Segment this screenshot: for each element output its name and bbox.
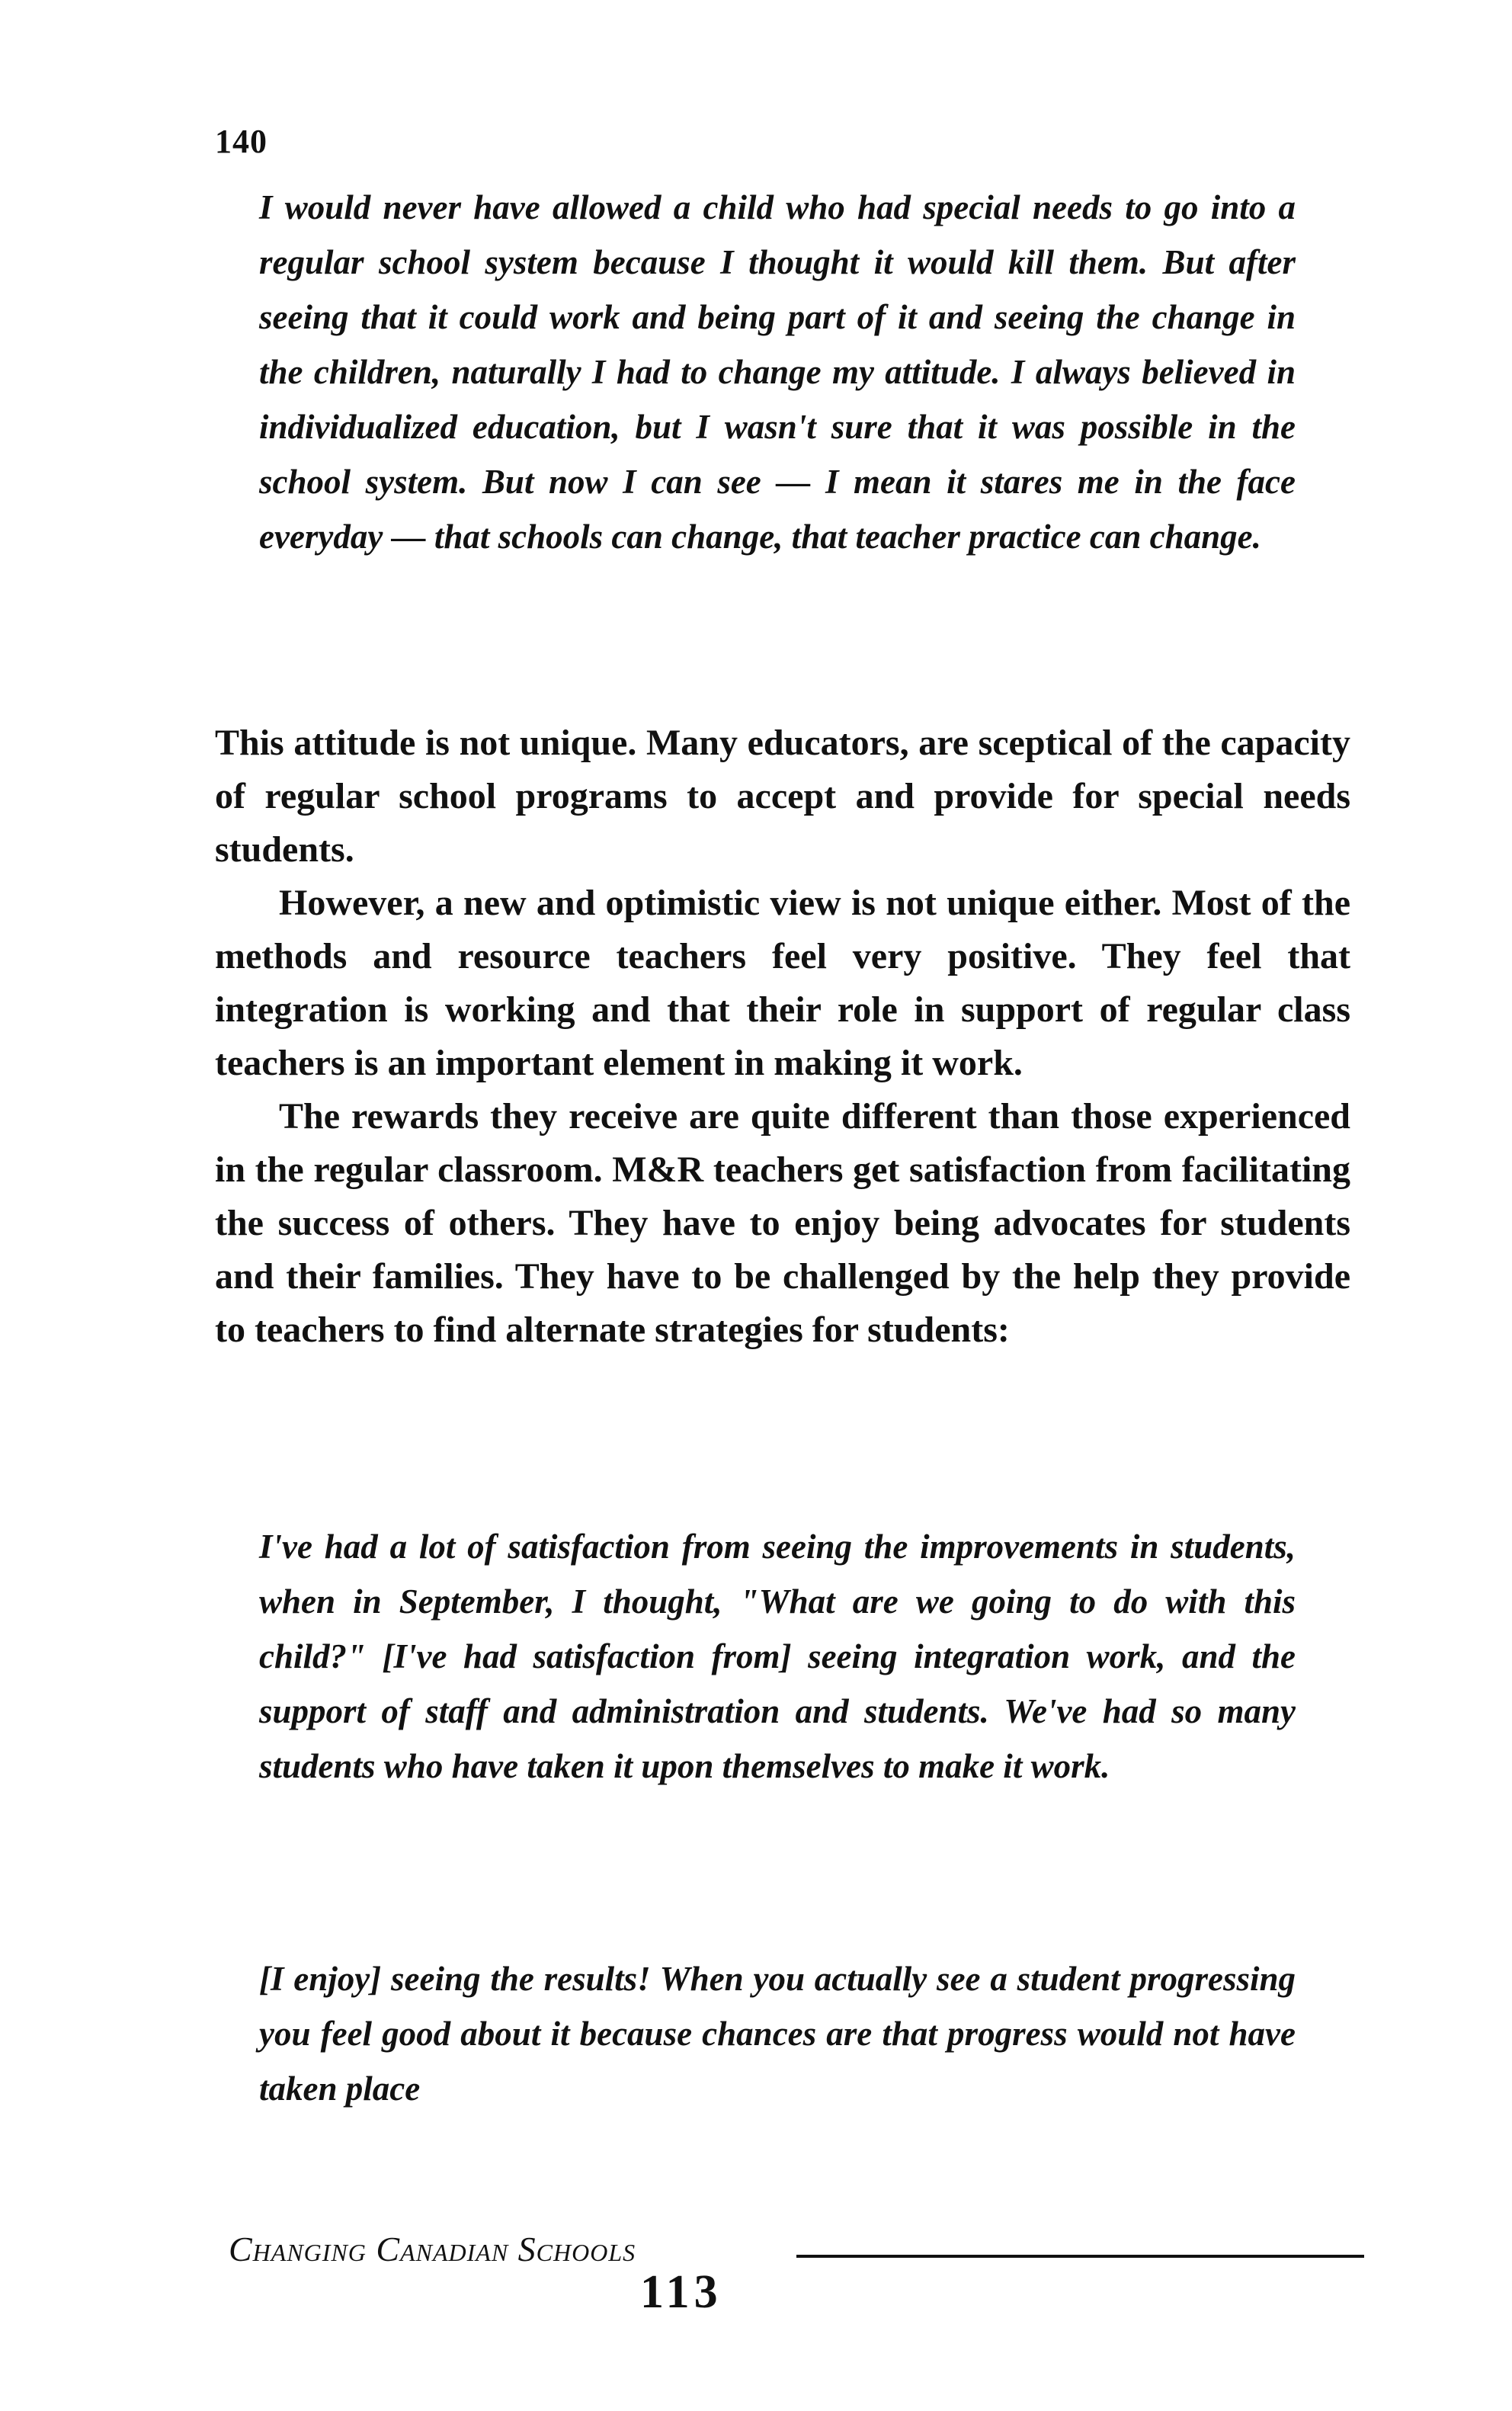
block-quote-attitude: I would never have allowed a child who had special needs to go into a regular school system because I thought it would kill them. But after seeing that it could work and being part of it and seeing the change in the children, naturally I had to change my attitude. I always believed in individualized education, but I wasn't sure that it was possible in the school system. But now I can see — I mean it stares me in the face everyday — that schools can change, that teacher practice can change. <box>259 188 1296 556</box>
running-footer-title: Changing Canadian Schools <box>229 2230 636 2268</box>
paragraph-attitude: This attitude is not unique. Many educators, are sceptical of the capacity of regular school programs to accept and provide for special needs students. <box>215 723 1350 870</box>
paragraph-rewards: The rewards they receive are quite different than those experienced in the regular classroom. M&R teachers get satisfaction from facilitating the success of others. They have to enjoy being advocates for students and their families. They have to be challenged by the help they provide to teachers to find alternate strategies for students: <box>215 1096 1350 1350</box>
block-quote-results: [I enjoy] seeing the results! When you actually see a student progressing you feel good about it because chances are that progress would not have taken place <box>259 1960 1296 2108</box>
body-text <box>215 717 1350 1357</box>
page-number: 140 <box>215 123 267 160</box>
footer-rule <box>796 2255 1364 2258</box>
footer-page-code: 113 <box>640 2266 722 2318</box>
paragraph-optimistic-view: However, a new and optimistic view is not unique either. Most of the methods and resource teachers feel very positive. They feel that integration is working and that their role in support of regular class teachers is an important element in making it work. <box>215 883 1350 1083</box>
block-quote-satisfaction: I've had a lot of satisfaction from seeing the improvements in students, when in September, I thought, "What are we going to do with this child?" [I've had satisfaction from] seeing integration work, and the support of staff and administration and students. We've had so many students who have taken it upon themselves to make it work. <box>259 1528 1296 1785</box>
